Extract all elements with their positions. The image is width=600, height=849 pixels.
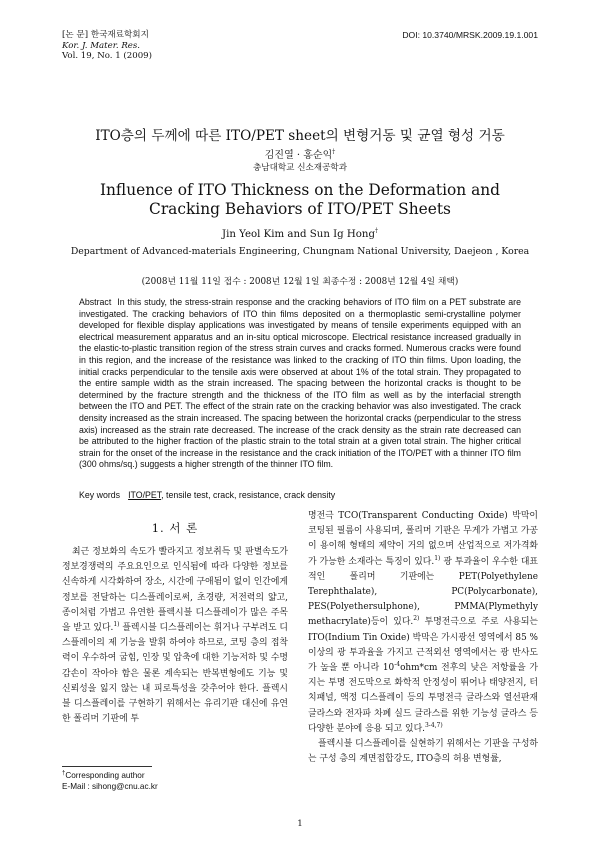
footnote-corresponding: Corresponding author: [65, 771, 145, 780]
journal-name-en: Kor. J. Mater. Res.: [62, 40, 141, 51]
abstract: [79, 297, 521, 471]
citation-ref: 2): [413, 615, 420, 623]
title-korean: ITO층의 두께에 따른 ITO/PET sheet의 변형거동 및 균열 형성 거동: [95, 128, 505, 144]
keywords: [79, 490, 521, 500]
left-column-body: [62, 545, 288, 727]
citation-ref: 1): [113, 621, 120, 629]
right-paragraph-2: 플렉시블 디스플레이를 실현하기 위해서는 기판을 구성하는 구성 층의 계면접합강도, ITO층의 허용 변형률,: [308, 739, 538, 765]
footnote: [62, 770, 158, 792]
authors-korean: [0, 146, 600, 161]
abstract-text: In this study, the stress-strain response and the cracking behaviors of ITO film on a PET substrate are investigated. The cracking behaviors of ITO thin films deposited on a thermoplastic semi-crystalline polymer developed for flexible display applications was investigated by means of tensile experiments equipped with an electrical measurement apparatus and an in-situ optical microscope. Electrical resistance increased gradually in the elastic-to-plastic transition region of the stress strain curves and cracks formed. Numerous cracks were found in this region, and the increase of the resistance was linked to the cracking of ITO thin films. Upon loading, the initial cracks perpendicular to the tensile axis were observed at about 1% of the total strain. They propagated to the entire sample width as the strain increased. The spacing between the horizontal cracks is thought to be determined by the fracture strength and the thickness of the ITO film as well as by the interfacial strength between the ITO and PET. The effect of the strain rate on the cracking behavior was also investigated. The crack density increased as the strain increased. The spacing between the horizontal cracks (perpendicular to the stress axis) increased as the strain rate decreased. The increase of the crack density as the strain rate decreased can be attributed to the higher fraction of the plastic strain to the total strain at a given total strain. The higher critical strain for the onset of the increase in the resistance and the crack initiation of the ITO/PET with a thinner ITO film (300 ohms/sq.) suggests a higher strength of the thinner ITO film.: [79, 297, 521, 470]
right-p1-part-b: 광 투과율이 우수한 대표적인 폴리머 기판에는 PET(Polyethylene Terephthalate), PC(Polycarbonate), PES(Polyethersulphone), PMMA(Plymethyly methacrylate)등이 있다.: [308, 556, 538, 628]
left-body-part2: 플렉시블 디스플레이는 휘거나 구부려도 디스플레이의 제 기능을 발휘 하여야 하므로, 코팅 층의 접착력이 우수하여 굽힘, 인장 및 압축에 대한 기능저하 및 수명 감손이 작아야 함은 물론 계속되는 반복변형에도 기능 및 신뢰성을 잃지 않는 내 피로특성을 갖추어야 한다. 플렉시블 디스플레이를 구현하기 위해서는 유리기판 대신에 유연한 폴리머 기판에 투: [62, 623, 288, 725]
right-paragraph-1: [308, 509, 538, 737]
journal-volume: Vol. 19, No. 1 (2009): [62, 51, 152, 62]
citation-ref: 3-4,7): [424, 721, 443, 729]
journal-name-ko: [논 문] 한국재료학회지: [62, 30, 149, 40]
keywords-rest: , tensile test, crack, resistance, crack density: [161, 490, 336, 500]
department-english: Department of Advanced-materials Engineering, Chungnam National University, Daejeon , Korea: [70, 246, 530, 257]
right-p1-part-d: ohm*cm 전후의 낮은 저항률을 가지는 투명 전도막으로 화학적 안정성이 뛰어나 태양전지, 터치패널, 액정 디스플레이 등의 투명전극 글라스와 열선판재글라스와 전자파 차폐 실드 글라스를 위한 기능성 글라스 등 다양한 분야에 응용 되고 있다.: [308, 663, 538, 734]
page-number: 1: [297, 819, 303, 829]
citation-ref: 1): [434, 554, 441, 562]
submission-dates: (2008년 11월 11일 접수 : 2008년 12월 1일 최종수정 : 2008년 12월 4일 채택): [141, 277, 459, 287]
exponent: -4: [394, 661, 401, 669]
authors-korean-names: 김진열 · 홍순익: [264, 150, 333, 161]
left-body-part1: 최근 정보화의 속도가 빨라지고 정보취득 및 판별속도가 정보경쟁력의 주요요인으로 인식됨에 따라 다양한 정보를 신속하게 시각화하여 장소, 시간에 구애됨이 없이 인간에게 정보를 전달하는 디스플레이로써, 초경량, 저전력의 얇고, 종이처럼 가볍고 유연한 플렉시블 디스플레이가 많은 주목을 받고 있다.: [62, 547, 288, 634]
authors-english-names: Jin Yeol Kim and Sun Ig Hong: [221, 229, 376, 240]
affiliation-korean: 충남대학교 신소재공학과: [252, 163, 348, 173]
corresponding-mark-en: †: [375, 227, 379, 235]
footnote-email: E-Mail : sihong@cnu.ac.kr: [62, 782, 158, 791]
footnote-divider: [62, 766, 152, 767]
keywords-label: Key words: [79, 490, 121, 500]
doi: DOI: 10.3740/MRSK.2009.19.1.001: [402, 30, 538, 40]
corresponding-mark: †: [332, 148, 336, 156]
footnote-mark: †: [62, 770, 66, 777]
section-heading-introduction: 1. 서 론: [151, 521, 199, 535]
keyword-link[interactable]: ITO/PET: [128, 490, 162, 500]
title-english: Influence of ITO Thickness on the Deformation and Cracking Behaviors of ITO/PET Sheets: [99, 181, 501, 218]
right-column-body: [308, 509, 538, 767]
right-p1-part-a: 명전극 TCO(Transparent Conducting Oxide) 박막이 코팅된 필름이 사용되며, 폴리머 기판은 무게가 가볍고 가공이 용이해 형태의 제약이 거의 없으며 산업적으로 저가격화가 가능한 소재라는 특징이 있다.: [308, 511, 538, 567]
authors-english: [0, 229, 600, 240]
right-p1-part-c: 투명전극으로 주로 사용되는 ITO(Indium Tin Oxide) 박막은 가시광선 영역에서 85 %이상의 광 투과율을 가지고 근적외선 영역에서는 광 반사도가 높을 뿐 아니라 10: [308, 617, 538, 674]
journal-header: [62, 30, 152, 62]
abstract-label: Abstract: [79, 297, 112, 307]
